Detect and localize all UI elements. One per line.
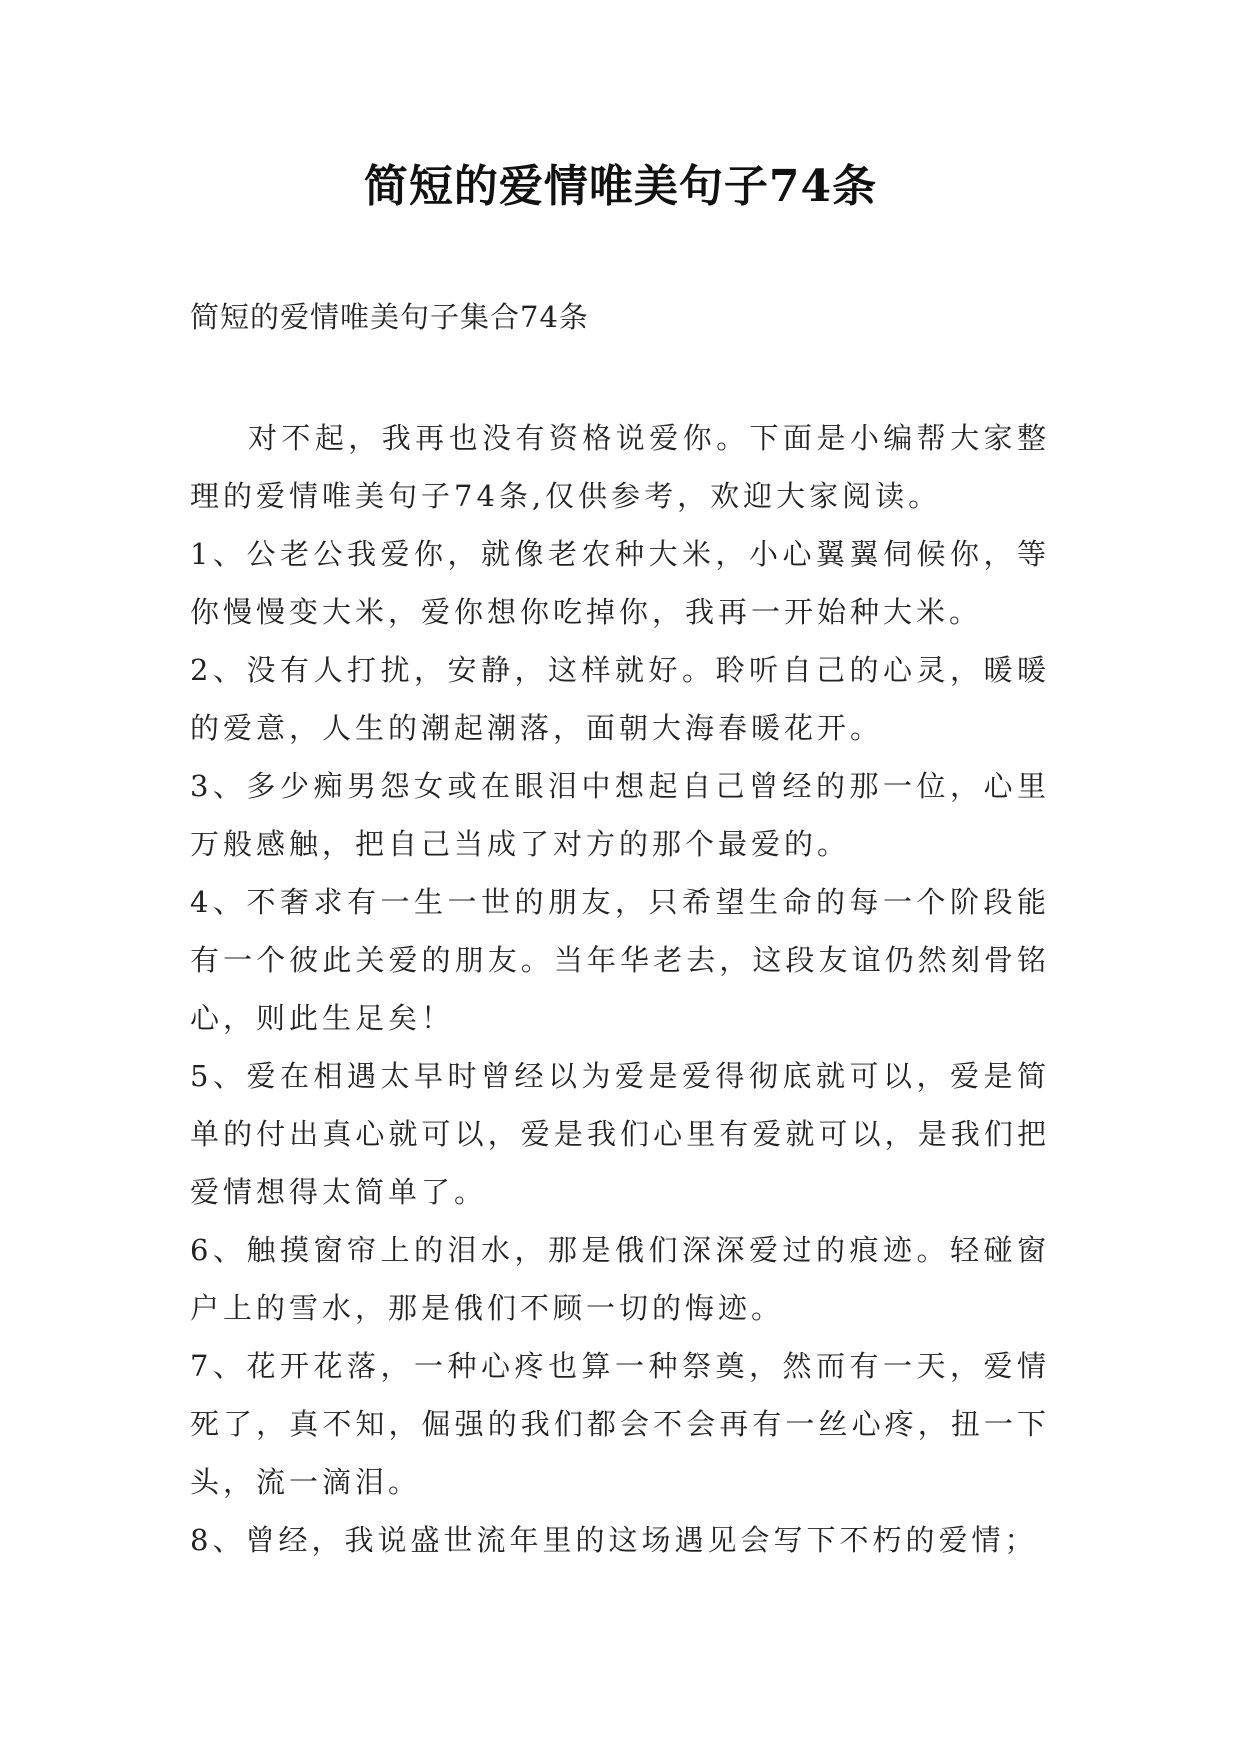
list-item: 3、多少痴男怨女或在眼泪中想起自己曾经的那一位，心里万般感触，把自己当成了对方的那个最爱的。 xyxy=(190,769,1050,861)
document-subtitle: 简短的爱情唯美句子集合74条 xyxy=(190,300,589,334)
list-item: 7、花开花落，一种心疼也算一种祭奠，然而有一天，爱情死了，真不知，倔强的我们都会不会再有一丝心疼，扭一下头，流一滴泪。 xyxy=(190,1349,1050,1499)
document-title: 简短的爱情唯美句子74条 xyxy=(363,161,878,212)
intro-paragraph: 对不起，我再也没有资格说爱你。下面是小编帮大家整理的爱情唯美句子74条,仅供参考，欢迎大家阅读。 xyxy=(190,421,1050,513)
list-item: 5、爱在相遇太早时曾经以为爱是爱得彻底就可以，爱是简单的付出真心就可以，爱是我们心里有爱就可以，是我们把爱情想得太简单了。 xyxy=(190,1059,1050,1209)
list-item: 8、曾经，我说盛世流年里的这场遇见会写下不朽的爱情； xyxy=(190,1523,1038,1557)
document-body xyxy=(190,409,1050,1569)
list-item: 2、没有人打扰，安静，这样就好。聆听自己的心灵，暖暖的爱意，人生的潮起潮落，面朝大海春暖花开。 xyxy=(190,653,1050,745)
list-item: 4、不奢求有一生一世的朋友，只希望生命的每一个阶段能有一个彼此关爱的朋友。当年华老去，这段友谊仍然刻骨铭心，则此生足矣！ xyxy=(190,885,1050,1035)
list-item: 1、公老公我爱你，就像老农种大米，小心翼翼伺候你，等你慢慢变大米，爱你想你吃掉你，我再一开始种大米。 xyxy=(190,537,1050,629)
list-item: 6、触摸窗帘上的泪水，那是俄们深深爱过的痕迹。轻碰窗户上的雪水，那是俄们不顾一切的悔迹。 xyxy=(190,1233,1050,1325)
